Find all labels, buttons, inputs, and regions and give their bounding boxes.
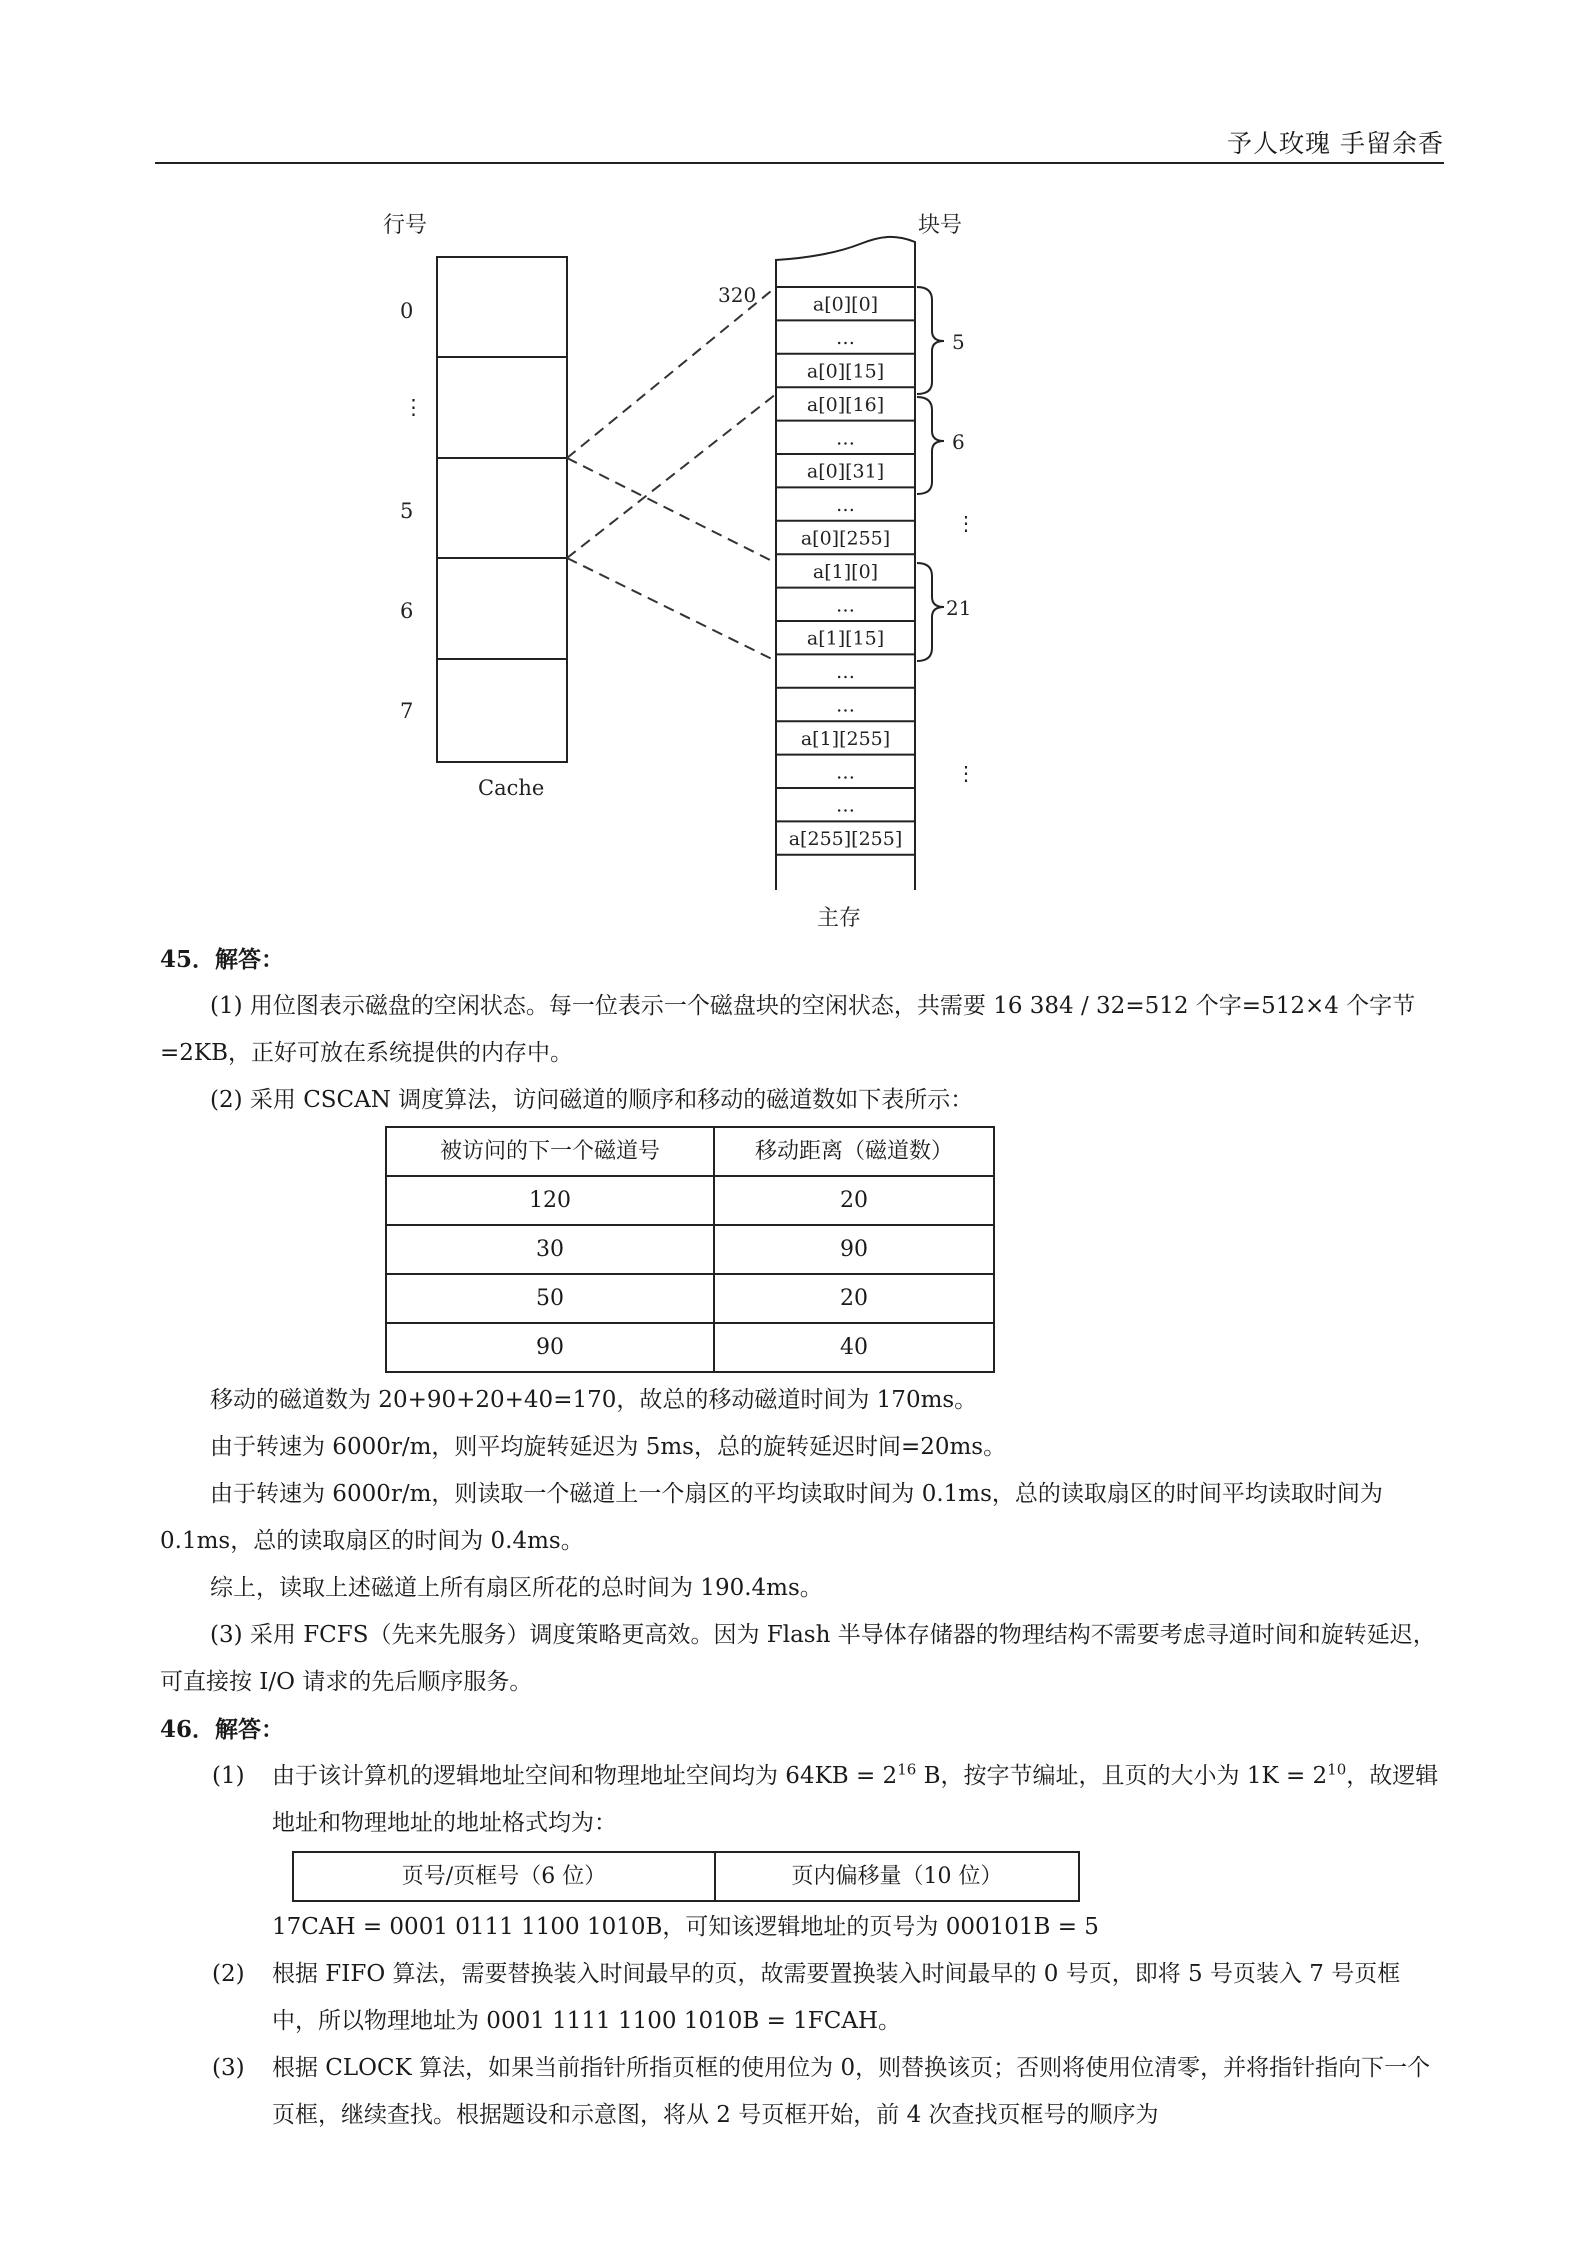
q45-paragraph: (3) 采用 FCFS（先来先服务）调度策略更高效。因为 Flash 半导体存储器的物理结构不需要考虑寻道时间和旋转延迟，可直接按 I/O 请求的先后顺序服务。 xyxy=(160,1622,1436,1695)
exponent: 16 xyxy=(897,1760,917,1779)
table-cell: 90 xyxy=(386,1323,714,1372)
table-header: 移动距离（磁道数） xyxy=(714,1127,994,1176)
q46-item-1-result xyxy=(160,1904,1444,1951)
item-number: (1) xyxy=(212,1763,245,1789)
memory-cell-label: … xyxy=(836,494,855,517)
q45-paragraph: 由于转速为 6000r/m，则平均旋转延迟为 5ms，总的旋转延迟时间=20ms。 xyxy=(210,1434,1007,1460)
question-46-heading: 46．解答： xyxy=(160,1716,285,1743)
table-cell: 50 xyxy=(386,1274,714,1323)
item-text: 17CAH = 0001 0111 1100 1010B，可知该逻辑地址的页号为 000101B = 5 xyxy=(272,1914,1099,1940)
memory-cell-label: … xyxy=(836,427,855,450)
memory-cell-label: … xyxy=(836,594,855,617)
memory-cell-label: a[1][15] xyxy=(806,627,885,650)
q46-item-3 xyxy=(160,2045,1444,2139)
mapping-lines xyxy=(567,287,776,661)
brace-label: ⋮ xyxy=(956,511,976,535)
brace-label: 21 xyxy=(946,596,972,620)
cache-mapping-figure xyxy=(0,0,1594,940)
cache-row-number: 0 xyxy=(400,299,414,323)
q45-paragraph: 由于转速为 6000r/m，则读取一个磁道上一个扇区的平均读取时间为 0.1ms，总的读取扇区的时间平均读取时间为 0.1ms，总的读取扇区的时间为 0.4ms。 xyxy=(160,1481,1383,1554)
q45-paragraph: 移动的磁道数为 20+90+20+40=170，故总的移动磁道时间为 170ms。 xyxy=(210,1387,978,1413)
cache-caption: Cache xyxy=(478,776,545,800)
q45-paragraph: (1) 用位图表示磁盘的空闲状态。每一位表示一个磁盘块的空闲状态，共需要 16 384 / 32=512 个字=512×4 个字节=2KB，正好可放在系统提供的内存中。 xyxy=(160,993,1416,1066)
brace-label: ⋮ xyxy=(956,761,976,785)
table-cell: 90 xyxy=(714,1225,994,1274)
row-number-label: 行号 xyxy=(383,213,428,238)
cache-row-number: 5 xyxy=(400,499,414,523)
table-cell: 120 xyxy=(386,1176,714,1225)
table-row xyxy=(386,1323,994,1372)
memory-cell-label: … xyxy=(836,761,855,784)
memory-cell-label: a[0][15] xyxy=(806,360,885,383)
item-text: 由于该计算机的逻辑地址空间和物理地址空间均为 64KB = 2 xyxy=(272,1763,898,1789)
cscan-table xyxy=(385,1126,995,1373)
item-number: (3) xyxy=(212,2055,245,2081)
table-header: 被访问的下一个磁道号 xyxy=(386,1127,714,1176)
memory-cell-label: … xyxy=(836,694,855,717)
table-row xyxy=(386,1176,994,1225)
block-number-label: 块号 xyxy=(918,213,963,238)
cache-column xyxy=(437,257,567,762)
question-45-heading: 45．解答： xyxy=(160,946,285,973)
brace-label: 6 xyxy=(952,430,965,454)
item-text: 根据 CLOCK 算法，如果当前指针所指页框的使用位为 0，则替换该页；否则将使用位清零，并将指针指向下一个页框，继续查找。根据题设和示意图，将从 2 号页框开始，前 4 次查找页框号的顺序为 xyxy=(272,2055,1431,2128)
item-text: ，故逻辑地址和物理地址的地址格式均为： xyxy=(272,1763,1439,1836)
table-cell: 30 xyxy=(386,1225,714,1274)
memory-start-address: 320 xyxy=(718,283,757,307)
address-format-table xyxy=(292,1851,1080,1902)
cache-row-number: 7 xyxy=(400,699,414,723)
memory-cell-label: a[1][0] xyxy=(812,560,879,583)
answer-body xyxy=(160,936,1444,2139)
brace-label: 5 xyxy=(952,330,965,354)
memory-cell-label: … xyxy=(836,327,855,350)
table-row xyxy=(386,1274,994,1323)
table-row xyxy=(386,1225,994,1274)
memory-cell-label: a[255][255] xyxy=(788,828,903,851)
table-cell: 20 xyxy=(714,1176,994,1225)
exponent: 10 xyxy=(1327,1760,1347,1779)
item-text: B，按字节编址，且页的大小为 1K = 2 xyxy=(916,1763,1328,1789)
format-cell: 页内偏移量（10 位） xyxy=(715,1852,1079,1901)
memory-cell-label: … xyxy=(836,794,855,817)
table-cell: 40 xyxy=(714,1323,994,1372)
memory-caption: 主存 xyxy=(817,906,862,931)
item-text: 根据 FIFO 算法，需要替换装入时间最早的页，故需要置换装入时间最早的 0 号页，即将 5 号页装入 7 号页框中，所以物理地址为 0001 1111 1100 1010B = 1FCAH。 xyxy=(272,1961,1401,2034)
memory-cell-label: a[0][0] xyxy=(812,293,879,316)
memory-cell-label: a[0][255] xyxy=(800,527,891,550)
q46-item-1 xyxy=(160,1753,1444,1847)
table-cell: 20 xyxy=(714,1274,994,1323)
format-cell: 页号/页框号（6 位） xyxy=(293,1852,715,1901)
q46-item-2 xyxy=(160,1951,1444,2045)
memory-cell-label: … xyxy=(836,661,855,684)
memory-cell-label: a[0][16] xyxy=(806,393,885,416)
memory-cell-label: a[0][31] xyxy=(806,460,885,483)
q45-paragraph: 综上，读取上述磁道上所有扇区所花的总时间为 190.4ms。 xyxy=(210,1575,823,1601)
page-header-text: 予人玫瑰 手留余香 xyxy=(1227,129,1444,158)
item-number: (2) xyxy=(212,1961,245,1987)
group-braces xyxy=(917,287,944,661)
cache-row-number: ⋮ xyxy=(403,395,424,419)
q45-paragraph: (2) 采用 CSCAN 调度算法，访问磁道的顺序和移动的磁道数如下表所示： xyxy=(210,1087,974,1113)
cache-row-number: 6 xyxy=(400,599,414,623)
memory-cell-label: a[1][255] xyxy=(800,727,891,750)
